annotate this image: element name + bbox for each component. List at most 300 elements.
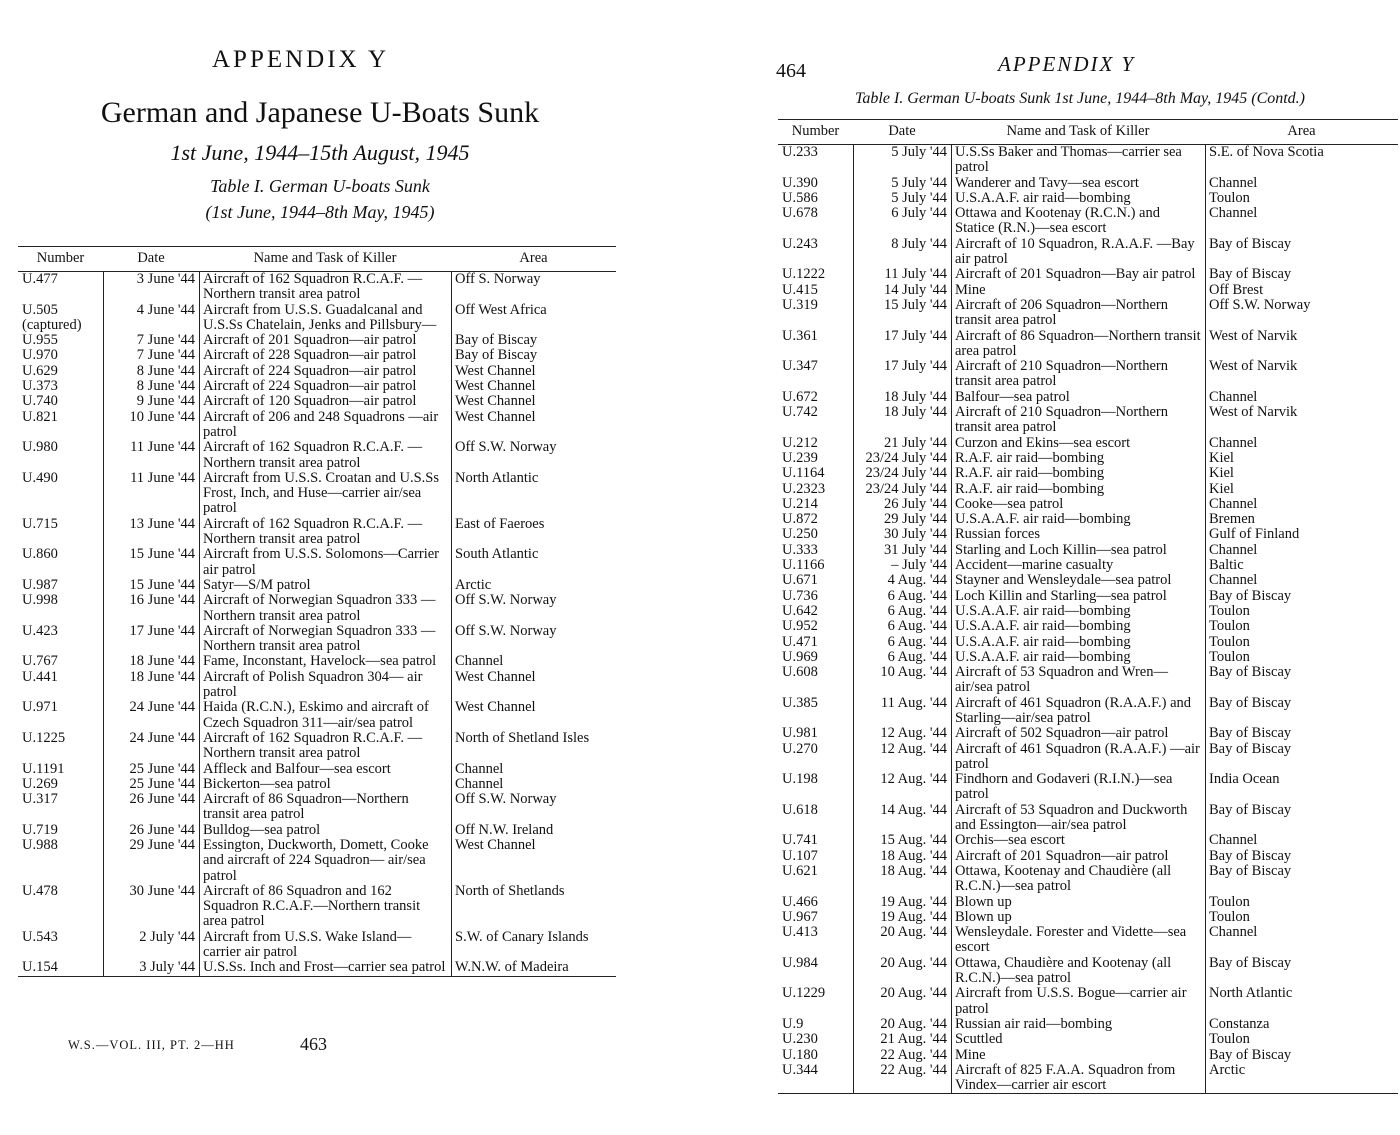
table-caption: Table I. German U-boats Sunk: [210, 176, 430, 196]
table-row: [778, 864, 1398, 895]
cell-killer: Starling and Loch Killin—sea patrol: [955, 541, 1167, 558]
table-row: [778, 833, 1398, 848]
cell-area: West Channel: [455, 362, 536, 379]
cell-area: West Channel: [455, 393, 536, 410]
cell-killer: Stayner and Wensleydale—sea patrol: [955, 572, 1172, 589]
cell-number: U.347: [782, 358, 818, 375]
column-rule: [853, 145, 854, 1093]
table-row: [18, 410, 616, 441]
cell-area: Toulon: [1209, 893, 1250, 910]
cell-date: 13 June '44: [129, 515, 195, 532]
table-row: [778, 604, 1398, 619]
cell-killer: Curzon and Ekins—sea escort: [955, 434, 1131, 451]
cell-area: West of Narvik: [1209, 404, 1298, 421]
table-row: [778, 635, 1398, 650]
cell-date: 20 Aug. '44: [880, 1015, 947, 1032]
cell-date: 30 June '44: [129, 882, 195, 899]
table-body: [18, 272, 616, 977]
cell-area: Bay of Biscay: [1209, 740, 1292, 757]
cell-number: U.415: [782, 281, 818, 298]
cell-number: U.198: [782, 771, 818, 788]
cell-area: Off Brest: [1209, 281, 1264, 298]
table-row: [18, 731, 616, 762]
cell-killer: Russian forces: [955, 526, 1040, 543]
cell-killer: Aircraft from U.S.S. Solomons—Carrier air patrol: [203, 546, 439, 578]
cell-killer: Aircraft from U.S.S. Wake Island— carrier air patrol: [203, 928, 412, 961]
cell-killer: U.S.A.A.F. air raid—bombing: [955, 648, 1131, 665]
cell-date: 17 June '44: [129, 622, 195, 639]
table-row: [18, 654, 616, 669]
cell-killer: Aircraft from U.S.S. Guadalcanal and U.S.Ss Chatelain, Jenks and Pillsbury—: [203, 301, 437, 333]
cell-number: U.629: [22, 362, 58, 379]
table-row: [18, 838, 616, 884]
cell-number: U.736: [782, 587, 818, 604]
table-row: [778, 925, 1398, 956]
cell-area: North of Shetland Isles: [455, 729, 590, 746]
page-subtitle: 1st June, 1944–15th August, 1945: [170, 140, 470, 165]
cell-area: Bay of Biscay: [1209, 235, 1292, 252]
cell-killer: Aircraft from U.S.S. Croatan and U.S.Ss Frost, Inch, and Huse—carrier air/sea patrol: [203, 469, 440, 517]
header-date: Date: [137, 250, 165, 267]
cell-date: 21 Aug. '44: [880, 1031, 947, 1048]
cell-number: U.344: [782, 1061, 818, 1078]
page-number: 463: [300, 1034, 327, 1054]
cell-number: U.239: [782, 449, 818, 466]
cell-date: 5 July '44: [891, 189, 947, 206]
cell-killer: Aircraft of 162 Squadron R.C.A.F. —Northern transit area patrol: [203, 515, 423, 548]
cell-killer: Wensleydale. Forester and Vidette—sea escort: [955, 924, 1187, 956]
cell-date: 22 Aug. '44: [880, 1061, 947, 1078]
cell-area: North Atlantic: [1209, 985, 1293, 1002]
table-row: [778, 650, 1398, 665]
cell-date: 6 Aug. '44: [887, 587, 947, 604]
table-row: [778, 589, 1398, 604]
cell-killer: Aircraft of 206 Squadron—Northern transit area patrol: [955, 296, 1169, 329]
cell-area: East of Faeroes: [455, 515, 545, 532]
cell-killer: Aircraft of 224 Squadron—air patrol: [203, 378, 417, 395]
cell-area: Kiel: [1209, 449, 1234, 466]
cell-killer: Blown up: [955, 893, 1012, 910]
cell-killer: Ottawa, Kootenay and Chaudière (all R.C.N.)—sea patrol: [955, 862, 1172, 895]
cell-number: U.767: [22, 653, 58, 670]
cell-area: Baltic: [1209, 557, 1244, 574]
cell-area: Off S.W. Norway: [455, 791, 557, 808]
uboat-table-left: [18, 246, 616, 977]
table-row: [778, 543, 1398, 558]
cell-number: U.478: [22, 882, 58, 899]
cell-date: 15 June '44: [129, 546, 195, 563]
cell-date: 22 Aug. '44: [880, 1046, 947, 1063]
header-area: Area: [519, 250, 548, 267]
cell-date: 3 June '44: [136, 271, 195, 287]
cell-number: U.741: [782, 832, 818, 849]
cell-killer: Aircraft of 228 Squadron—air patrol: [203, 347, 417, 364]
cell-date: – July '44: [891, 557, 947, 574]
cell-date: 20 Aug. '44: [880, 924, 947, 941]
table-row: [778, 176, 1398, 191]
cell-area: Bay of Biscay: [1209, 847, 1292, 864]
cell-date: 15 Aug. '44: [880, 832, 947, 849]
table-row: [778, 527, 1398, 542]
table-row: [18, 303, 616, 334]
table-row: [778, 1048, 1398, 1063]
cell-area: Channel: [1209, 541, 1258, 558]
cell-number: U.361: [782, 327, 818, 344]
cell-date: 18 Aug. '44: [880, 847, 947, 864]
cell-number: U.715: [22, 515, 58, 532]
cell-date: 16 June '44: [129, 592, 195, 609]
cell-number: U.872: [782, 511, 818, 528]
cell-date: 12 Aug. '44: [880, 740, 947, 757]
page-title: German and Japanese U-Boats Sunk: [100, 96, 540, 129]
table-row: [778, 512, 1398, 527]
page-number: 464: [776, 60, 806, 82]
cell-area: Arctic: [455, 576, 492, 593]
cell-date: 7 June '44: [136, 332, 195, 349]
cell-number: U.1191: [22, 760, 65, 777]
cell-date: 19 Aug. '44: [880, 893, 947, 910]
cell-killer: U.S.A.A.F. air raid—bombing: [955, 602, 1131, 619]
cell-date: 5 July '44: [891, 174, 947, 191]
table-row: [778, 665, 1398, 696]
cell-date: 11 Aug. '44: [880, 694, 947, 711]
column-rule: [103, 272, 104, 976]
table-row: [778, 1017, 1398, 1032]
cell-number: U.586: [782, 189, 818, 206]
cell-killer: Aircraft of 10 Squadron, R.A.A.F. —Bay air patrol: [955, 235, 1195, 268]
table-row: [18, 272, 616, 303]
table-row: [778, 497, 1398, 512]
cell-killer: Aircraft of 201 Squadron—air patrol: [203, 332, 417, 349]
cell-killer: Aircraft of 86 Squadron—Northern transit area patrol: [955, 327, 1201, 359]
cell-killer: Aircraft of 224 Squadron—air patrol: [203, 362, 417, 379]
cell-number: U.319: [782, 296, 818, 313]
cell-area: Off S.W. Norway: [1209, 296, 1311, 313]
cell-date: 24 June '44: [129, 699, 195, 716]
cell-number: U.9: [782, 1015, 804, 1032]
cell-number: U.678: [782, 205, 818, 222]
appendix-heading: APPENDIX Y: [998, 52, 1136, 76]
table-row: [778, 986, 1398, 1017]
cell-killer: Aircraft of Norwegian Squadron 333 —Northern transit area patrol: [203, 592, 436, 624]
table-row: [18, 884, 616, 930]
table-row: [18, 593, 616, 624]
cell-area: Off S.W. Norway: [455, 592, 557, 609]
cell-killer: Aircraft of 162 Squadron R.C.A.F. —Northern transit area patrol: [203, 439, 423, 471]
cell-killer: U.S.A.A.F. air raid—bombing: [955, 189, 1131, 206]
cell-area: Channel: [1209, 388, 1258, 405]
table-row: [18, 364, 616, 379]
cell-date: 14 Aug. '44: [880, 801, 947, 818]
cell-killer: U.S.A.A.F. air raid—bombing: [955, 633, 1131, 650]
cell-date: 18 June '44: [129, 653, 195, 670]
cell-killer: Bickerton—sea patrol: [203, 775, 331, 792]
cell-killer: Fame, Inconstant, Havelock—sea patrol: [203, 653, 437, 670]
table-row: [778, 1032, 1398, 1047]
column-rule: [199, 272, 200, 976]
cell-number: U.385: [782, 694, 818, 711]
table-row: [778, 895, 1398, 910]
cell-area: Bremen: [1209, 511, 1255, 528]
cell-date: 4 June '44: [136, 301, 195, 318]
cell-killer: Aircraft of Norwegian Squadron 333 —Northern transit area patrol: [203, 622, 436, 655]
cell-killer: Findhorn and Godaveri (R.I.N.)—sea patrol: [955, 771, 1173, 803]
cell-area: Off S.W. Norway: [455, 622, 557, 639]
cell-area: West Channel: [455, 378, 536, 395]
table-row: [18, 578, 616, 593]
cell-area: Bay of Biscay: [1209, 1046, 1292, 1063]
cell-area: Arctic: [1209, 1061, 1246, 1078]
cell-killer: Aircraft of 210 Squadron—Northern transit area patrol: [955, 358, 1169, 390]
table-row: [18, 379, 616, 394]
cell-number: U.642: [782, 602, 818, 619]
cell-area: Toulon: [1209, 602, 1250, 619]
cell-date: 18 Aug. '44: [880, 862, 947, 879]
table-row: [778, 482, 1398, 497]
table-row: [778, 267, 1398, 282]
cell-number: U.423: [22, 622, 58, 639]
cell-area: Bay of Biscay: [1209, 725, 1292, 742]
table-row: [778, 359, 1398, 390]
cell-date: 6 Aug. '44: [887, 602, 947, 619]
table-row: [18, 823, 616, 838]
cell-killer: Aircraft of 86 Squadron and 162 Squadron R.C.A.F.—Northern transit area patrol: [203, 882, 421, 930]
cell-number: U.269: [22, 775, 58, 792]
column-rule: [451, 272, 452, 976]
cell-killer: Russian air raid—bombing: [955, 1015, 1113, 1032]
cell-killer: U.S.A.A.F. air raid—bombing: [955, 618, 1131, 635]
table-row: [778, 191, 1398, 206]
table-row: [18, 333, 616, 348]
cell-date: 25 June '44: [129, 760, 195, 777]
column-rule: [1205, 145, 1206, 1093]
cell-number: U.987: [22, 576, 58, 593]
cell-date: 14 July '44: [883, 281, 947, 298]
table-caption-dates: (1st June, 1944–8th May, 1945): [205, 202, 435, 222]
cell-date: 23/24 July '44: [865, 465, 947, 482]
cell-number: U.317: [22, 791, 58, 808]
cell-killer: Accident—marine casualty: [955, 557, 1114, 574]
cell-date: 8 June '44: [136, 378, 195, 395]
table-row: [778, 910, 1398, 925]
cell-area: Channel: [1209, 205, 1258, 222]
cell-number: U.250: [782, 526, 818, 543]
cell-number: U.952: [782, 618, 818, 635]
cell-area: Bay of Biscay: [1209, 862, 1292, 879]
cell-area: Off West Africa: [455, 301, 547, 318]
cell-area: S.W. of Canary Islands: [455, 928, 589, 945]
table-row: [778, 726, 1398, 741]
cell-number: U.505 (captured): [22, 301, 82, 333]
table-row: [778, 772, 1398, 803]
cell-number: U.270: [782, 740, 818, 757]
table-row: [778, 466, 1398, 481]
cell-killer: Aircraft of 201 Squadron—air patrol: [955, 847, 1169, 864]
right-page: [700, 0, 1400, 1135]
cell-area: S.E. of Nova Scotia: [1209, 144, 1324, 160]
header-area: Area: [1287, 123, 1316, 140]
cell-killer: Aircraft of 210 Squadron—Northern transit area patrol: [955, 404, 1169, 436]
cell-killer: Mine: [955, 281, 986, 298]
cell-number: U.390: [782, 174, 818, 191]
cell-number: U.107: [782, 847, 818, 864]
cell-killer: Aircraft of 461 Squadron (R.A.A.F.) and Starling—air/sea patrol: [955, 694, 1192, 726]
cell-number: U.988: [22, 836, 58, 853]
table-row: [778, 206, 1398, 237]
cell-date: 5 July '44: [891, 144, 947, 160]
cell-number: U.719: [22, 821, 58, 838]
cell-area: Off S.W. Norway: [455, 439, 557, 456]
table-row: [778, 390, 1398, 405]
cell-killer: Aircraft of 162 Squadron R.C.A.F. —Northern transit area patrol: [203, 271, 423, 303]
cell-area: Off N.W. Ireland: [455, 821, 554, 838]
cell-killer: Aircraft of 461 Squadron (R.A.A.F.) —air patrol: [955, 740, 1200, 772]
cell-area: Kiel: [1209, 480, 1234, 497]
cell-killer: Ottawa, Chaudière and Kootenay (all R.C.N.)—sea patrol: [955, 954, 1172, 987]
cell-date: 23/24 July '44: [865, 480, 947, 497]
cell-killer: U.S.Ss Baker and Thomas—carrier sea patrol: [955, 144, 1182, 176]
cell-number: U.441: [22, 668, 58, 685]
header-killer: Name and Task of Killer: [1006, 123, 1150, 140]
cell-date: 10 June '44: [129, 408, 195, 425]
cell-number: U.154: [22, 959, 58, 976]
cell-area: Off S. Norway: [455, 271, 541, 287]
page-footer: W.S.—VOL. III, PT. 2—HH: [68, 1038, 235, 1052]
cell-area: Channel: [455, 760, 504, 777]
cell-number: U.821: [22, 408, 58, 425]
cell-area: West of Narvik: [1209, 327, 1298, 344]
cell-area: Channel: [1209, 174, 1258, 191]
table-row: [18, 930, 616, 961]
cell-date: 4 Aug. '44: [887, 572, 947, 589]
cell-date: 10 Aug. '44: [880, 664, 947, 681]
table-row: [778, 237, 1398, 268]
cell-date: 6 July '44: [891, 205, 947, 222]
cell-area: Bay of Biscay: [1209, 954, 1292, 971]
table-header: [778, 119, 1398, 145]
cell-date: 20 Aug. '44: [880, 954, 947, 971]
cell-killer: U.S.Ss. Inch and Frost—carrier sea patrol: [203, 959, 446, 976]
cell-date: 29 June '44: [129, 836, 195, 853]
table-row: [18, 471, 616, 517]
cell-area: Channel: [1209, 924, 1258, 941]
cell-number: U.333: [782, 541, 818, 558]
cell-killer: Wanderer and Tavy—sea escort: [955, 174, 1139, 191]
cell-area: Bay of Biscay: [1209, 801, 1292, 818]
cell-killer: Aircraft from U.S.S. Bogue—carrier air patrol: [955, 985, 1187, 1017]
cell-area: Toulon: [1209, 908, 1250, 925]
cell-number: U.998: [22, 592, 58, 609]
header-killer: Name and Task of Killer: [253, 250, 397, 267]
cell-date: 17 July '44: [883, 358, 947, 375]
cell-date: 24 June '44: [129, 729, 195, 746]
cell-number: U.1164: [782, 465, 825, 482]
appendix-heading: APPENDIX Y: [212, 46, 389, 73]
cell-number: U.971: [22, 699, 58, 716]
cell-area: North Atlantic: [455, 469, 539, 486]
cell-date: 31 July '44: [883, 541, 947, 558]
cell-area: Channel: [455, 775, 504, 792]
cell-number: U.955: [22, 332, 58, 349]
cell-killer: Aircraft of Polish Squadron 304— air patrol: [203, 668, 423, 701]
cell-number: U.230: [782, 1031, 818, 1048]
table-row: [778, 329, 1398, 360]
cell-date: 29 July '44: [883, 511, 947, 528]
cell-area: Toulon: [1209, 648, 1250, 665]
cell-area: West Channel: [455, 836, 536, 853]
table-row: [18, 792, 616, 823]
cell-number: U.2323: [782, 480, 826, 497]
cell-killer: U.S.A.A.F. air raid—bombing: [955, 511, 1131, 528]
cell-date: 8 June '44: [136, 362, 195, 379]
cell-date: 9 June '44: [136, 393, 195, 410]
table-row: [18, 670, 616, 701]
cell-area: Toulon: [1209, 618, 1250, 635]
cell-date: 3 July '44: [139, 959, 195, 976]
cell-date: 15 June '44: [129, 576, 195, 593]
cell-date: 26 June '44: [129, 821, 195, 838]
table-row: [778, 558, 1398, 573]
cell-killer: Essington, Duckworth, Domett, Cooke and aircraft of 224 Squadron— air/sea patrol: [203, 836, 429, 884]
table-row: [778, 451, 1398, 466]
cell-number: U.742: [782, 404, 818, 421]
table-row: [778, 298, 1398, 329]
cell-killer: Aircraft of 162 Squadron R.C.A.F. —Northern transit area patrol: [203, 729, 423, 762]
cell-area: Bay of Biscay: [1209, 664, 1292, 681]
table-row: [18, 762, 616, 777]
cell-number: U.1225: [22, 729, 66, 746]
cell-killer: Scuttled: [955, 1031, 1003, 1048]
cell-date: 26 July '44: [883, 495, 947, 512]
table-row: [778, 803, 1398, 834]
cell-area: South Atlantic: [455, 546, 539, 563]
cell-number: U.860: [22, 546, 58, 563]
cell-killer: Blown up: [955, 908, 1012, 925]
table-body: [778, 145, 1398, 1094]
table-row: [778, 849, 1398, 864]
cell-area: West Channel: [455, 408, 536, 425]
cell-area: Constanza: [1209, 1015, 1270, 1032]
cell-date: 11 July '44: [884, 266, 947, 283]
table-row: [778, 619, 1398, 634]
table-row: [18, 517, 616, 548]
cell-date: 25 June '44: [129, 775, 195, 792]
cell-killer: Balfour—sea patrol: [955, 388, 1070, 405]
cell-number: U.373: [22, 378, 58, 395]
cell-number: U.981: [782, 725, 818, 742]
cell-killer: Cooke—sea patrol: [955, 495, 1064, 512]
cell-number: U.984: [782, 954, 818, 971]
table-header: [18, 246, 616, 272]
table-row: [778, 573, 1398, 588]
cell-number: U.214: [782, 495, 818, 512]
cell-area: West of Narvik: [1209, 358, 1298, 375]
cell-killer: Aircraft of 53 Squadron and Wren— air/sea patrol: [955, 664, 1168, 696]
cell-killer: Mine: [955, 1046, 986, 1063]
cell-killer: Loch Killin and Starling—sea patrol: [955, 587, 1167, 604]
cell-area: West Channel: [455, 699, 536, 716]
cell-area: Toulon: [1209, 189, 1250, 206]
cell-number: U.980: [22, 439, 58, 456]
cell-killer: Aircraft of 502 Squadron—air patrol: [955, 725, 1169, 742]
cell-killer: Aircraft of 86 Squadron—Northern transit area patrol: [203, 791, 409, 823]
cell-killer: Aircraft of 825 F.A.A. Squadron from Vindex—carrier air escort: [955, 1061, 1176, 1094]
table-row: [778, 742, 1398, 773]
cell-area: Kiel: [1209, 465, 1234, 482]
cell-date: 26 June '44: [129, 791, 195, 808]
cell-date: 23/24 July '44: [865, 449, 947, 466]
cell-number: U.1166: [782, 557, 825, 574]
